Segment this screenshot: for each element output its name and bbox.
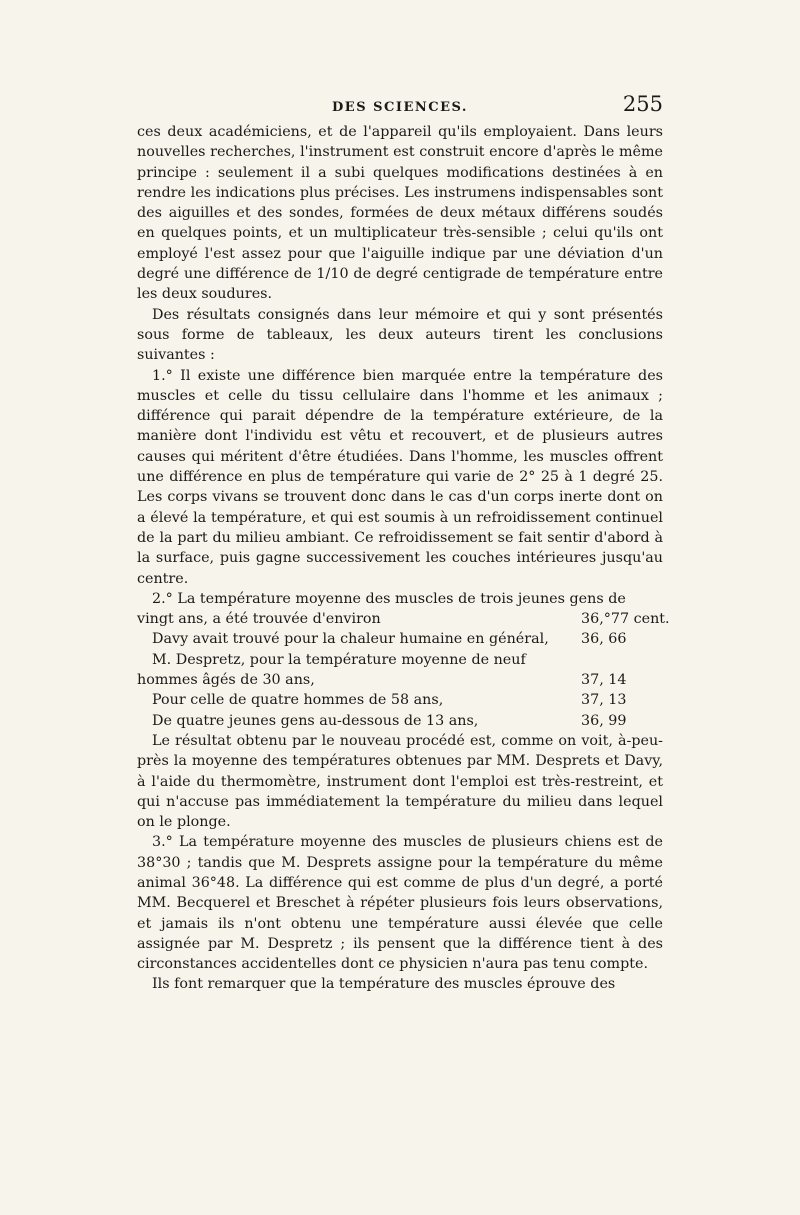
row-value: 37, 13 [581,692,627,709]
temperature-row-4 [137,670,663,690]
temperature-row-6 [137,711,663,731]
row-label: De quatre jeunes gens au-dessous de 13 ans, [152,712,479,729]
row-label: vingt ans, a été trouvée d'environ [137,611,381,628]
page-number: 255 [622,92,663,116]
row-label: Pour celle de quatre hommes de 58 ans, [152,692,444,709]
paragraph-7: Ils font remarquer que la température des muscles éprouve des [152,976,616,993]
body-text [137,122,670,995]
row-value: 36, 99 [581,712,627,729]
row-value: 36, 66 [581,631,627,648]
row-label: Davy avait trouvé pour la chaleur humaine en général, [152,631,549,648]
paragraph-1: ces deux académiciens, et de l'appareil qu'ils employaient. Dans leurs nouvelles recherches, l'instrument est construit encore d'après le même principe : seulement il a subi quelques modifications destinées à en rendre les indications plus précises. Les instrumens indispensables sont des aiguilles et des sondes, formées de deux métaux différens soudés en quelques points, et un multiplicateur très-sensible ; celui qu'ils ont employé l'est assez pour que l'aiguille indique par une déviation d'un degré une différence de 1/10 de degré centigrade de température entre les deux soudures. [137,124,663,303]
paragraph-4-intro: 2.° La température moyenne des muscles de trois jeunes gens de [152,590,626,607]
book-page [137,92,670,995]
temperature-row-1 [137,609,670,629]
paragraph-6: 3.° La température moyenne des muscles de plusieurs chiens est de 38°30 ; tandis que M. Desprets assigne pour la température du même animal 36°48. La différence qui est comme de plus d'un degré, a porté MM. Becquerel et Breschet à répéter plusieurs fois leurs observations, et jamais ils n'ont obtenu une température aussi élevée que celle assignée par M. Despretz ; ils pensent que la différence tient à des circonstances accidentelles dont ce physicien n'aura pas tenu compte. [137,834,663,973]
paragraph-3: 1.° Il existe une différence bien marquée entre la température des muscles et celle du tissu cellulaire dans l'homme et les animaux ; différence qui parait dépendre de la température extérieure, de la manière dont l'individu est vêtu et recouvert, et de plusieurs autres causes qui méritent d'être étudiées. Dans l'homme, les muscles offrent une différence en plus de température qui varie de 2° 25 à 1 degré 25. Les corps vivans se trouvent donc dans le cas d'un corps inerte dont on a élevé la température, et qui est soumis à un refroidissement continuel de la part du milieu ambiant. Ce refroidissement se fait sentir d'abord à la surface, puis gagne successivement les couches intérieures jusqu'au centre. [137,367,663,587]
row-label: M. Despretz, pour la température moyenne de neuf [152,651,526,668]
paragraph-2: Des résultats consignés dans leur mémoire et qui y sont présentés sous forme de tableaux, les deux auteurs tirent les conclusions suivantes : [137,306,663,364]
temperature-row-5 [137,690,663,710]
row-value: 37, 14 [581,672,627,689]
page-header [137,92,663,122]
temperature-row-2 [137,629,663,649]
temperature-row-3 [137,650,663,670]
row-label: hommes âgés de 30 ans, [137,672,315,689]
running-title: DES SCIENCES. [332,100,468,115]
paragraph-5: Le résultat obtenu par le nouveau procédé est, comme on voit, à-peu-près la moyenne des températures obtenues par MM. Desprets et Davy, à l'aide du thermomètre, instrument dont l'emploi est très-restreint, et qui n'accuse pas immédiatement la température du milieu dans lequel on le plonge. [137,732,663,831]
row-value: 36,°77 cent. [581,611,670,628]
